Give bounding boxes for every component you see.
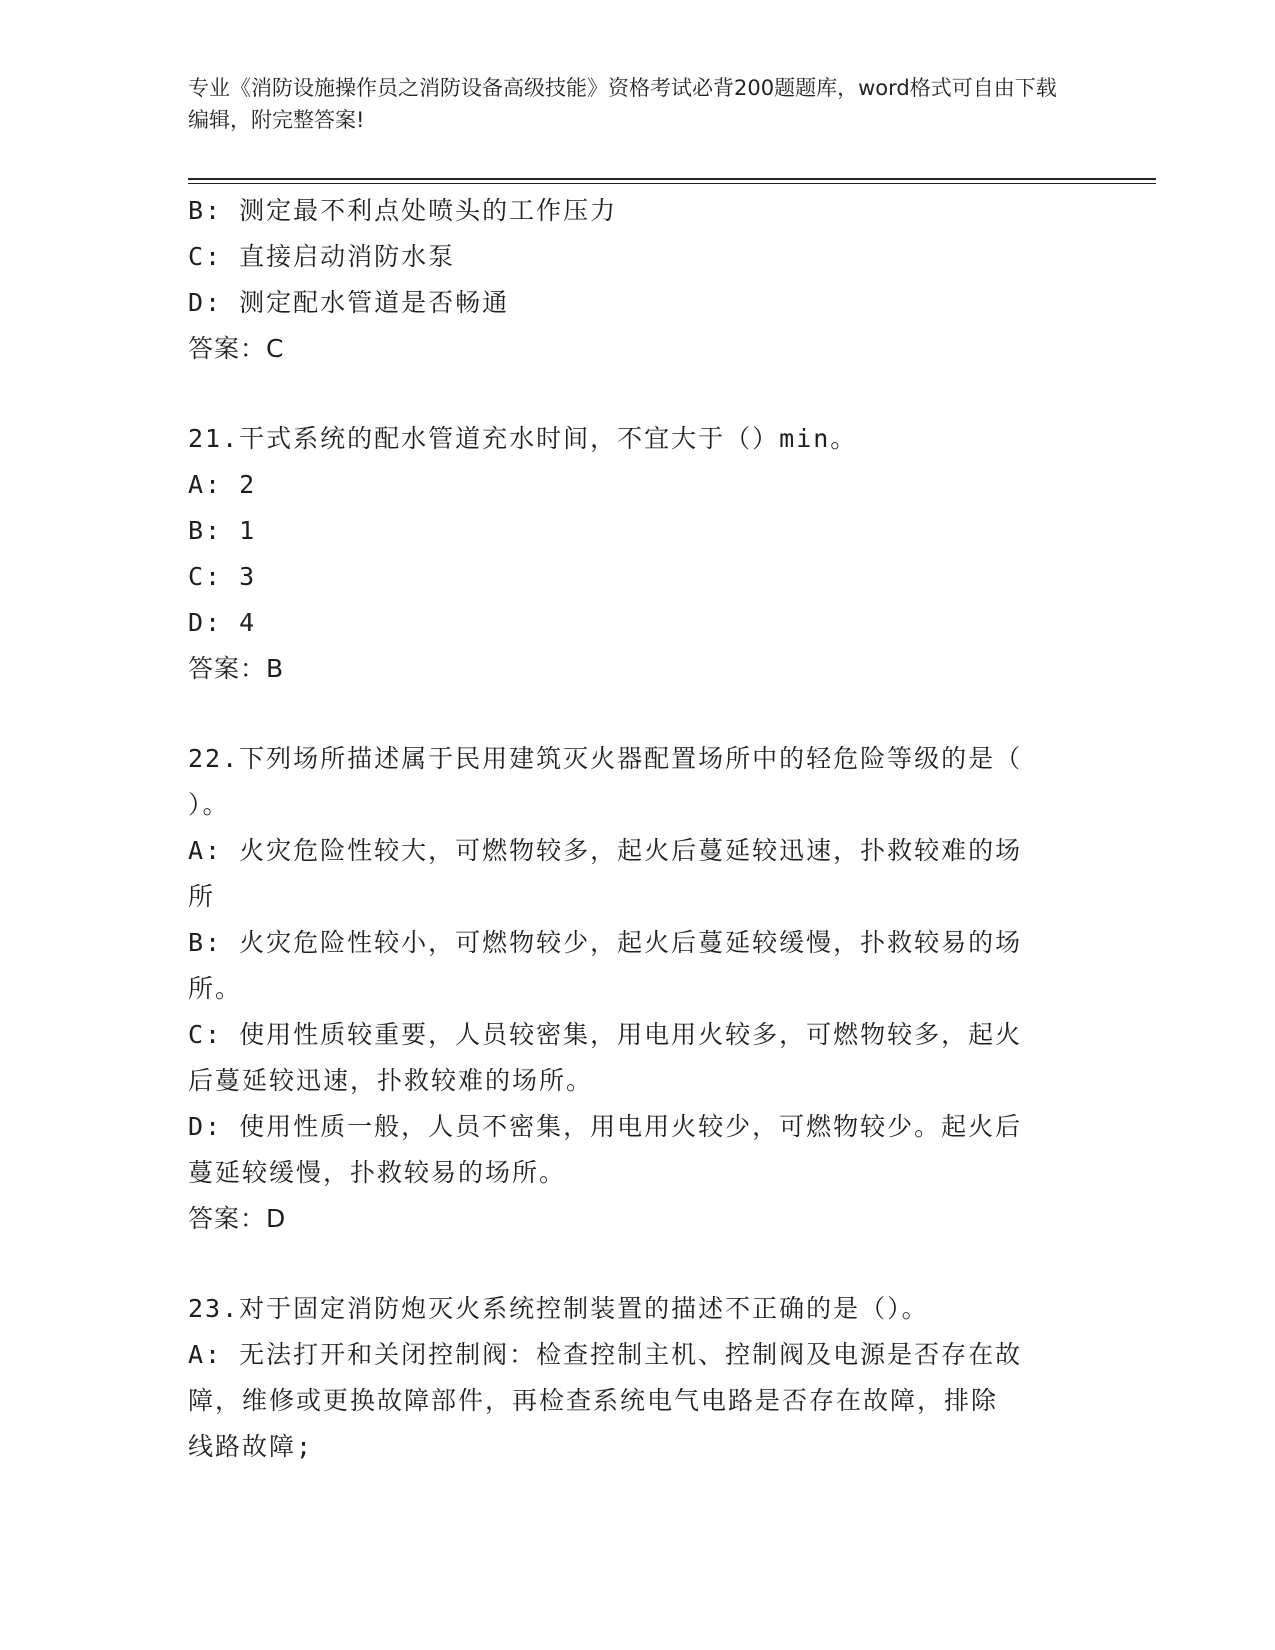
q22-option-c-line-1: C: 使用性质较重要，人员较密集，用电用火较多，可燃物较多，起火	[188, 1020, 1023, 1049]
header-rule-thick	[188, 178, 1156, 180]
document-header: 专业《消防设施操作员之消防设备高级技能》资格考试必背200题题库，word格式可自由下载编辑，附完整答案!	[188, 76, 1057, 132]
q22-option-d-line-1: D: 使用性质一般，人员不密集，用电用火较少，可燃物较少。起火后	[188, 1112, 1023, 1141]
q22-stem-line-1: 22.下列场所描述属于民用建筑灭火器配置场所中的轻危险等级的是（	[188, 744, 1023, 773]
question-content	[188, 188, 1068, 1470]
q22-option-a-line-1: A: 火灾危险性较大，可燃物较多，起火后蔓延较迅速，扑救较难的场	[188, 836, 1023, 865]
q22-option-d-line-2: 蔓延较缓慢，扑救较易的场所。	[188, 1158, 567, 1187]
spacer	[188, 1242, 1068, 1286]
q20-option-b: B: 测定最不利点处喷头的工作压力	[188, 196, 618, 225]
q20-option-d: D: 测定配水管道是否畅通	[188, 288, 510, 317]
q22-option-a-line-2: 所	[188, 882, 216, 911]
q21-answer: 答案：B	[188, 654, 285, 683]
q22-stem-line-2: ）。	[188, 790, 230, 819]
q21-option-d: D: 4	[188, 608, 257, 637]
q23-option-a-line-2: 障，维修或更换故障部件，再检查系统电气电路是否存在故障，排除	[188, 1386, 999, 1415]
q22-option-b-line-2: 所。	[188, 974, 243, 1003]
q23-option-a-line-3: 线路故障;	[188, 1432, 314, 1461]
q20-answer: 答案：C	[188, 334, 285, 363]
q22-option-c-line-2: 后蔓延较迅速，扑救较难的场所。	[188, 1066, 594, 1095]
q22-answer: 答案：D	[188, 1204, 287, 1233]
q21-option-c: C: 3	[188, 562, 257, 591]
q23-stem: 23.对于固定消防炮灭火系统控制装置的描述不正确的是（）。	[188, 1294, 929, 1323]
spacer	[188, 692, 1068, 736]
q20-option-c: C: 直接启动消防水泵	[188, 242, 456, 271]
header-rule-thin	[188, 183, 1156, 184]
q22-option-b-line-1: B: 火灾危险性较小，可燃物较少，起火后蔓延较缓慢，扑救较易的场	[188, 928, 1023, 957]
q21-stem: 21.干式系统的配水管道充水时间，不宜大于（）min。	[188, 424, 858, 453]
q23-option-a-line-1: A: 无法打开和关闭控制阀：检查控制主机、控制阀及电源是否存在故	[188, 1340, 1023, 1369]
q21-option-b: B: 1	[188, 516, 257, 545]
spacer	[188, 372, 1068, 416]
q21-option-a: A: 2	[188, 470, 257, 499]
